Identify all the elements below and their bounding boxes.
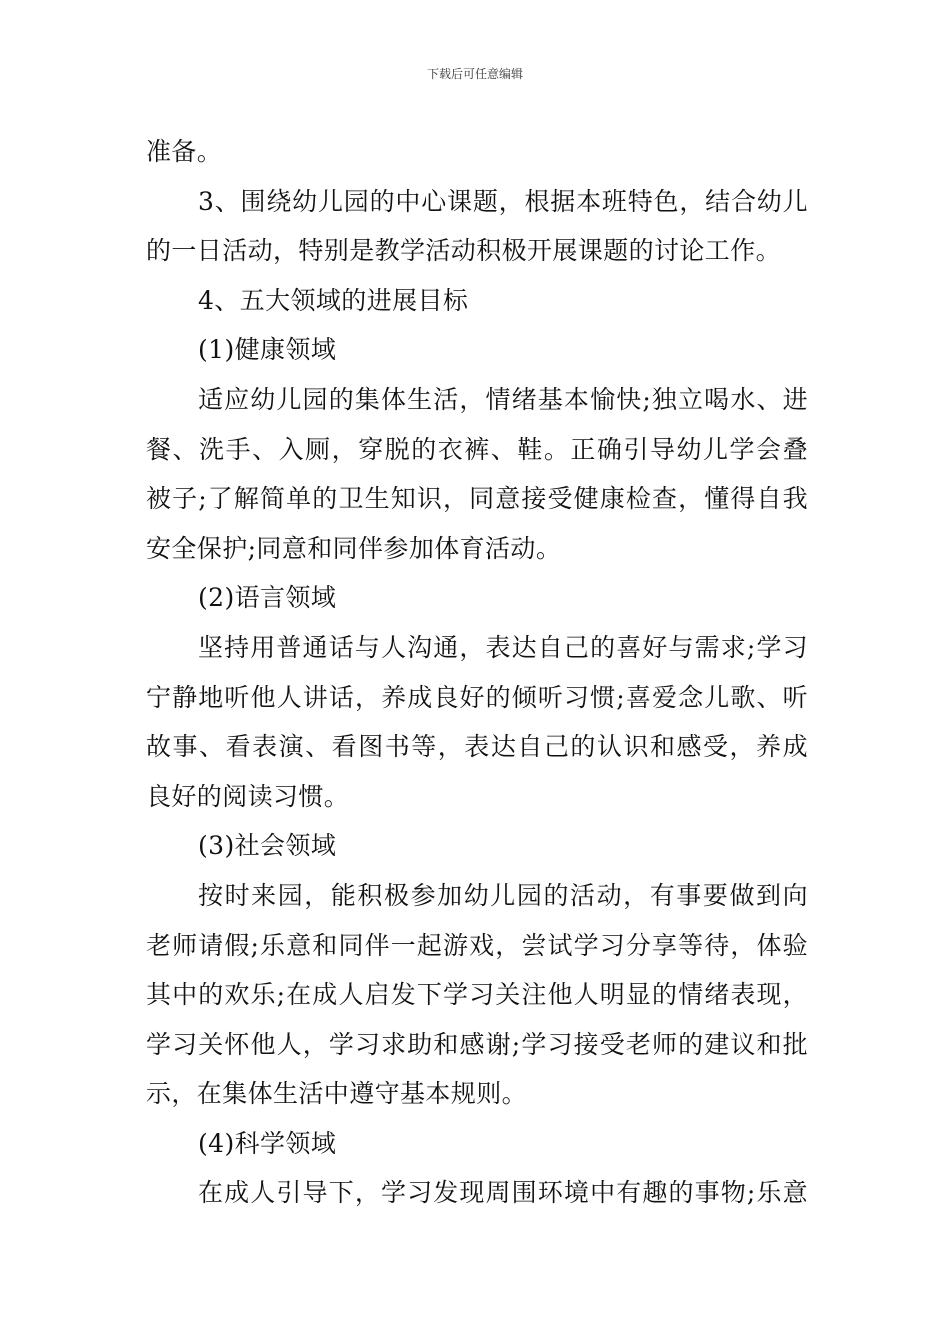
text-line: 示，在集体生活中遵守基本规则。	[146, 1079, 528, 1109]
text-line: 其中的欢乐;在成人启发下学习关注他人明显的情绪表现，	[146, 980, 808, 1010]
text-line: 在成人引导下，学习发现周围环境中有趣的事物;乐意	[198, 1178, 808, 1208]
text-line: 的一日活动，特别是教学活动积极开展课题的讨论工作。	[146, 236, 782, 266]
text-line: 准备。	[146, 137, 223, 166]
text-line: 餐、洗手、入厕，穿脱的衣裤、鞋。正确引导幼儿学会叠	[146, 434, 808, 464]
page-header-note: 下载后可任意编辑	[426, 67, 523, 81]
subsection-heading-social: (3)社会领域	[198, 831, 337, 861]
text-line: 宁静地听他人讲话，养成良好的倾听习惯;喜爱念儿歌、听	[146, 682, 808, 712]
subsection-heading-health: (1)健康领域	[198, 335, 337, 365]
text-line: 适应幼儿园的集体生活，情绪基本愉快;独立喝水、进	[198, 384, 808, 414]
text-line: 被子;了解简单的卫生知识，同意接受健康检查，懂得自我	[146, 484, 808, 514]
text-line: 故事、看表演、看图书等，表达自己的认识和感受，养成	[146, 732, 808, 762]
section-heading: 4、五大领域的进展目标	[198, 285, 469, 315]
subsection-heading-language: (2)语言领域	[198, 583, 337, 613]
document-body	[146, 127, 808, 1218]
text-line: 老师请假;乐意和同伴一起游戏，尝试学习分享等待，体验	[146, 930, 808, 960]
text-line: 良好的阅读习惯。	[146, 781, 350, 811]
text-line: 按时来园，能积极参加幼儿园的活动，有事要做到向	[198, 880, 808, 910]
text-line: 安全保护;同意和同伴参加体育活动。	[146, 533, 562, 563]
text-line: 学习关怀他人，学习求助和感谢;学习接受老师的建议和批	[146, 1029, 808, 1059]
text-line: 3、围绕幼儿园的中心课题，根据本班特色，结合幼儿	[198, 186, 808, 216]
text-line: 坚持用普通话与人沟通，表达自己的喜好与需求;学习	[198, 632, 808, 662]
subsection-heading-science: (4)科学领域	[198, 1128, 337, 1158]
